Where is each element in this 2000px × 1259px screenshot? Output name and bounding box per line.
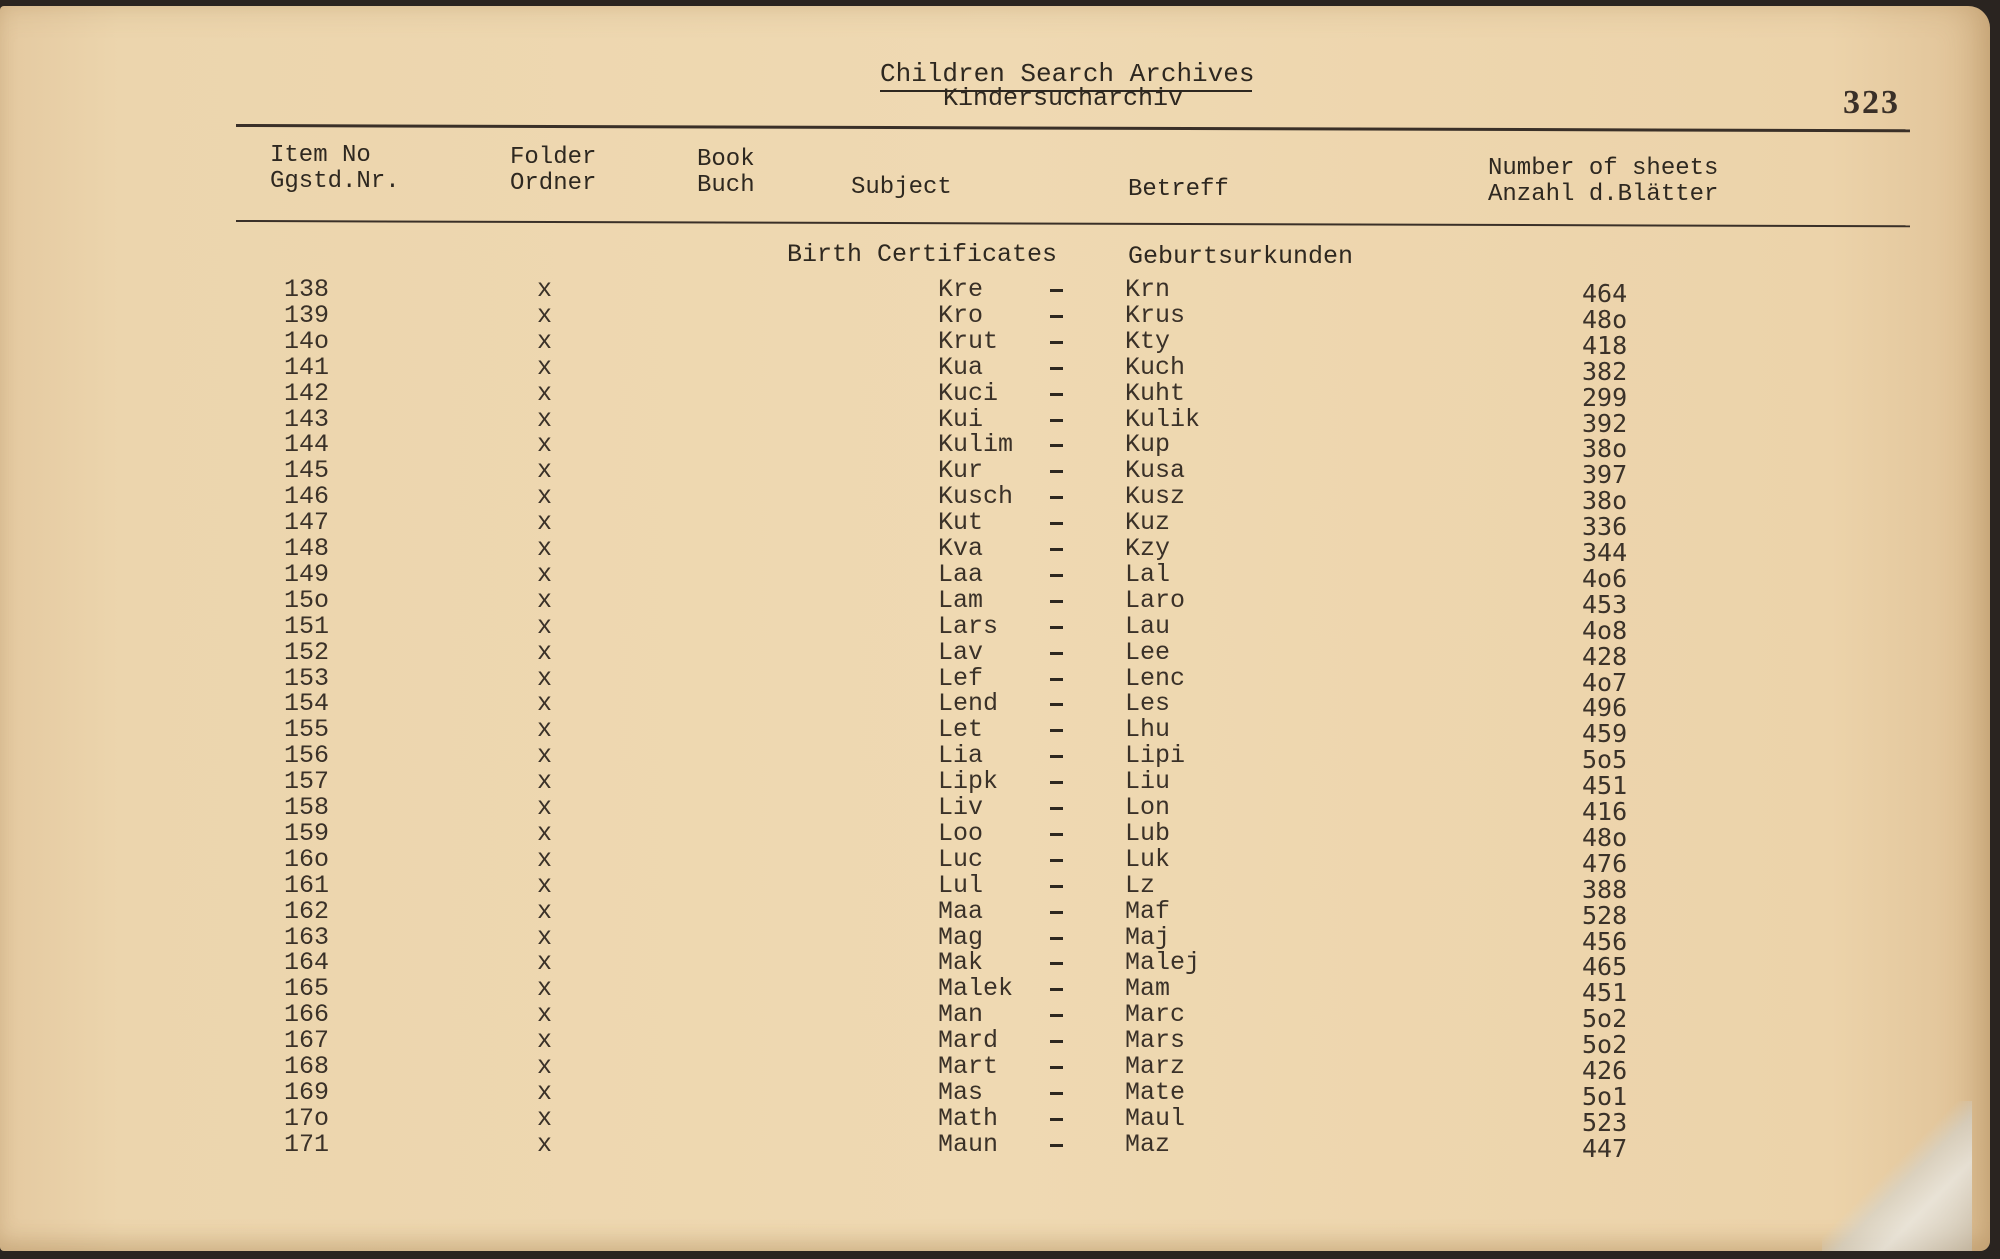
folder-cell: x: [537, 923, 553, 952]
sheets-cell: 447: [1582, 1134, 1628, 1163]
item-no-cell: 171: [284, 1130, 330, 1159]
sheets-cell: 459: [1582, 719, 1628, 748]
folder-cell: x: [537, 1026, 553, 1055]
item-no-cell: 153: [284, 664, 330, 693]
item-no-cell: 142: [284, 379, 330, 408]
sheets-cell: 416: [1582, 797, 1628, 826]
folder-cell: x: [537, 508, 553, 537]
table-row: [0, 897, 1990, 930]
item-no-cell: 156: [284, 741, 330, 770]
item-no-cell: 168: [284, 1052, 330, 1081]
table-row: [0, 948, 1990, 981]
item-no-cell: 138: [284, 275, 330, 304]
col-subject: Subject: [851, 174, 952, 201]
table-row: [0, 793, 1990, 826]
item-no-cell: 157: [284, 767, 330, 796]
item-no-cell: 147: [284, 508, 330, 537]
subject-from-cell: Mak: [938, 948, 984, 977]
range-dash: [1050, 807, 1063, 810]
subject-to-cell: Lenc: [1125, 664, 1186, 693]
folder-cell: x: [537, 1052, 553, 1081]
table-row: [0, 1104, 1990, 1137]
col-item-no-en: Item No: [270, 142, 371, 169]
folder-cell: x: [537, 664, 553, 693]
subject-to-cell: Mam: [1125, 974, 1171, 1003]
table-row: [0, 715, 1990, 748]
subject-to-cell: Kuht: [1125, 379, 1186, 408]
folder-cell: x: [537, 638, 553, 667]
range-dash: [1050, 1014, 1063, 1017]
table-row: [0, 638, 1990, 671]
col-folder-de: Ordner: [510, 170, 597, 197]
subject-from-cell: Liv: [938, 793, 984, 822]
folder-cell: x: [537, 275, 553, 304]
range-dash: [1050, 678, 1063, 681]
subject-to-cell: Lub: [1125, 819, 1171, 848]
sheets-cell: 523: [1582, 1108, 1628, 1137]
subject-from-cell: Kur: [938, 456, 984, 485]
subject-to-cell: Marz: [1125, 1052, 1186, 1081]
sheets-cell: 453: [1582, 590, 1628, 619]
folder-cell: x: [537, 301, 553, 330]
item-no-cell: 155: [284, 715, 330, 744]
item-no-cell: 16o: [284, 845, 330, 874]
range-dash: [1050, 1066, 1063, 1069]
sheets-cell: 48o: [1582, 305, 1628, 334]
sheets-cell: 299: [1582, 383, 1628, 412]
folder-cell: x: [537, 871, 553, 900]
subject-from-cell: Kre: [938, 275, 984, 304]
subject-to-cell: Maf: [1125, 897, 1171, 926]
subject-to-cell: Maj: [1125, 923, 1171, 952]
subject-from-cell: Kro: [938, 301, 984, 330]
folder-cell: x: [537, 793, 553, 822]
sheets-cell: 344: [1582, 538, 1628, 567]
range-dash: [1050, 548, 1063, 551]
subject-from-cell: Lav: [938, 638, 984, 667]
subject-to-cell: Kup: [1125, 430, 1171, 459]
sheets-cell: 465: [1582, 952, 1628, 981]
range-dash: [1050, 781, 1063, 784]
table-row: [0, 767, 1990, 800]
section-subject: Birth Certificates: [787, 240, 1058, 269]
subject-to-cell: Malej: [1125, 948, 1201, 977]
range-dash: [1050, 833, 1063, 836]
subject-from-cell: Lend: [938, 689, 999, 718]
sheets-cell: 4o6: [1582, 564, 1628, 593]
folder-cell: x: [537, 1000, 553, 1029]
sheets-cell: 496: [1582, 693, 1628, 722]
sheets-cell: 5o2: [1582, 1030, 1628, 1059]
sheets-cell: 456: [1582, 927, 1628, 956]
table-row: [0, 871, 1990, 904]
subject-to-cell: Lz: [1125, 871, 1156, 900]
sheets-cell: 451: [1582, 771, 1628, 800]
sheets-cell: 451: [1582, 978, 1628, 1007]
table-row: [0, 1000, 1990, 1033]
subject-from-cell: Kusch: [938, 482, 1014, 511]
item-no-cell: 158: [284, 793, 330, 822]
page-title: Children Search Archives: [880, 59, 1255, 89]
table-row: [0, 456, 1990, 489]
range-dash: [1050, 496, 1063, 499]
folder-cell: x: [537, 560, 553, 589]
subject-to-cell: Maz: [1125, 1130, 1171, 1159]
subject-to-cell: Kusz: [1125, 482, 1186, 511]
subject-from-cell: Mard: [938, 1026, 999, 1055]
header-top-rule: [236, 124, 1910, 132]
item-no-cell: 164: [284, 948, 330, 977]
range-dash: [1050, 626, 1063, 629]
folder-cell: x: [537, 715, 553, 744]
subject-to-cell: Krn: [1125, 275, 1171, 304]
subject-from-cell: Man: [938, 1000, 984, 1029]
table-row: [0, 1130, 1990, 1163]
folder-cell: x: [537, 974, 553, 1003]
range-dash: [1050, 859, 1063, 862]
sheets-cell: 388: [1582, 875, 1628, 904]
header-bottom-rule: [236, 220, 1910, 227]
range-dash: [1050, 755, 1063, 758]
table-row: [0, 353, 1990, 386]
subject-to-cell: Kulik: [1125, 405, 1201, 434]
sheets-cell: 428: [1582, 642, 1628, 671]
subject-from-cell: Lam: [938, 586, 984, 615]
table-row: [0, 275, 1990, 308]
item-no-cell: 163: [284, 923, 330, 952]
subject-to-cell: Lee: [1125, 638, 1171, 667]
subject-to-cell: Kuz: [1125, 508, 1171, 537]
folder-cell: x: [537, 353, 553, 382]
item-no-cell: 14o: [284, 327, 330, 356]
subject-from-cell: Kuci: [938, 379, 999, 408]
table-row: [0, 845, 1990, 878]
folder-cell: x: [537, 379, 553, 408]
sheets-cell: 397: [1582, 460, 1628, 489]
sheets-cell: 5o2: [1582, 1004, 1628, 1033]
item-no-cell: 167: [284, 1026, 330, 1055]
item-no-cell: 162: [284, 897, 330, 926]
subject-to-cell: Krus: [1125, 301, 1186, 330]
subject-from-cell: Lef: [938, 664, 984, 693]
range-dash: [1050, 341, 1063, 344]
range-dash: [1050, 444, 1063, 447]
item-no-cell: 154: [284, 689, 330, 718]
item-no-cell: 146: [284, 482, 330, 511]
subject-to-cell: Marc: [1125, 1000, 1186, 1029]
range-dash: [1050, 937, 1063, 940]
sheets-cell: 48o: [1582, 823, 1628, 852]
folder-cell: x: [537, 327, 553, 356]
sheets-cell: 4o7: [1582, 668, 1628, 697]
folder-cell: x: [537, 430, 553, 459]
col-betreff: Betreff: [1128, 176, 1229, 203]
table-row: [0, 741, 1990, 774]
subject-from-cell: Math: [938, 1104, 999, 1133]
table-row: [0, 586, 1990, 619]
subject-to-cell: Mate: [1125, 1078, 1186, 1107]
folder-cell: x: [537, 1078, 553, 1107]
subject-from-cell: Luc: [938, 845, 984, 874]
item-no-cell: 151: [284, 612, 330, 641]
sheets-cell: 476: [1582, 849, 1628, 878]
range-dash: [1050, 911, 1063, 914]
subject-to-cell: Lhu: [1125, 715, 1171, 744]
subject-from-cell: Loo: [938, 819, 984, 848]
table-row: [0, 1052, 1990, 1085]
folder-cell: x: [537, 534, 553, 563]
subject-from-cell: Krut: [938, 327, 999, 356]
sheets-cell: 426: [1582, 1056, 1628, 1085]
subject-from-cell: Malek: [938, 974, 1014, 1003]
item-no-cell: 17o: [284, 1104, 330, 1133]
folder-cell: x: [537, 612, 553, 641]
sheets-cell: 528: [1582, 901, 1628, 930]
item-no-cell: 166: [284, 1000, 330, 1029]
folder-cell: x: [537, 819, 553, 848]
folder-cell: x: [537, 845, 553, 874]
range-dash: [1050, 600, 1063, 603]
folder-cell: x: [537, 948, 553, 977]
table-row: [0, 689, 1990, 722]
item-no-cell: 165: [284, 974, 330, 1003]
range-dash: [1050, 652, 1063, 655]
item-no-cell: 152: [284, 638, 330, 667]
table-row: [0, 974, 1990, 1007]
sheets-cell: 418: [1582, 331, 1628, 360]
table-row: [0, 534, 1990, 567]
range-dash: [1050, 470, 1063, 473]
sheets-cell: 5o1: [1582, 1082, 1628, 1111]
range-dash: [1050, 1040, 1063, 1043]
range-dash: [1050, 729, 1063, 732]
table-row: [0, 482, 1990, 515]
range-dash: [1050, 962, 1063, 965]
sheets-cell: 38o: [1582, 486, 1628, 515]
range-dash: [1050, 367, 1063, 370]
subject-from-cell: Maun: [938, 1130, 999, 1159]
folder-cell: x: [537, 897, 553, 926]
subject-to-cell: Kzy: [1125, 534, 1171, 563]
folder-cell: x: [537, 741, 553, 770]
col-folder-en: Folder: [510, 144, 597, 171]
col-book-de: Buch: [697, 172, 755, 199]
subject-from-cell: Mart: [938, 1052, 999, 1081]
subject-from-cell: Kui: [938, 405, 984, 434]
subject-to-cell: Kusa: [1125, 456, 1186, 485]
subject-from-cell: Kut: [938, 508, 984, 537]
subject-from-cell: Kva: [938, 534, 984, 563]
item-no-cell: 161: [284, 871, 330, 900]
range-dash: [1050, 522, 1063, 525]
range-dash: [1050, 289, 1063, 292]
table-row: [0, 819, 1990, 852]
item-no-cell: 159: [284, 819, 330, 848]
subject-to-cell: Lau: [1125, 612, 1171, 641]
subject-from-cell: Maa: [938, 897, 984, 926]
subject-from-cell: Lia: [938, 741, 984, 770]
item-no-cell: 143: [284, 405, 330, 434]
item-no-cell: 169: [284, 1078, 330, 1107]
subject-to-cell: Luk: [1125, 845, 1171, 874]
item-no-cell: 149: [284, 560, 330, 589]
folder-cell: x: [537, 482, 553, 511]
subject-to-cell: Les: [1125, 689, 1171, 718]
subject-from-cell: Let: [938, 715, 984, 744]
table-row: [0, 612, 1990, 645]
subject-from-cell: Lul: [938, 871, 984, 900]
subject-from-cell: Lars: [938, 612, 999, 641]
item-no-cell: 141: [284, 353, 330, 382]
range-dash: [1050, 393, 1063, 396]
table-row: [0, 301, 1990, 334]
subject-to-cell: Mars: [1125, 1026, 1186, 1055]
subject-from-cell: Mas: [938, 1078, 984, 1107]
subject-to-cell: Maul: [1125, 1104, 1186, 1133]
subject-from-cell: Mag: [938, 923, 984, 952]
subject-from-cell: Lipk: [938, 767, 999, 796]
subject-to-cell: Kuch: [1125, 353, 1186, 382]
section-betreff: Geburtsurkunden: [1128, 242, 1354, 271]
page-subtitle: Kindersucharchiv: [943, 84, 1184, 113]
archive-page: [0, 6, 1990, 1251]
folder-cell: x: [537, 1104, 553, 1133]
table-row: [0, 508, 1990, 541]
col-sheets-en: Number of sheets: [1488, 155, 1719, 182]
range-dash: [1050, 885, 1063, 888]
subject-from-cell: Kulim: [938, 430, 1014, 459]
range-dash: [1050, 988, 1063, 991]
folder-cell: x: [537, 1130, 553, 1159]
table-row: [0, 1026, 1990, 1059]
folder-cell: x: [537, 456, 553, 485]
table-row: [0, 379, 1990, 412]
col-sheets-de: Anzahl d.Blätter: [1488, 181, 1719, 208]
sheets-cell: 336: [1582, 512, 1628, 541]
subject-to-cell: Liu: [1125, 767, 1171, 796]
range-dash: [1050, 1118, 1063, 1121]
range-dash: [1050, 419, 1063, 422]
subject-to-cell: Lal: [1125, 560, 1171, 589]
col-book-en: Book: [697, 146, 755, 173]
table-row: [0, 560, 1990, 593]
table-row: [0, 430, 1990, 463]
table-row: [0, 327, 1990, 360]
range-dash: [1050, 1092, 1063, 1095]
range-dash: [1050, 315, 1063, 318]
range-dash: [1050, 703, 1063, 706]
subject-to-cell: Kty: [1125, 327, 1171, 356]
sheets-cell: 38o: [1582, 434, 1628, 463]
folder-cell: x: [537, 689, 553, 718]
folder-cell: x: [537, 767, 553, 796]
item-no-cell: 139: [284, 301, 330, 330]
folder-cell: x: [537, 586, 553, 615]
item-no-cell: 15o: [284, 586, 330, 615]
sheets-cell: 382: [1582, 357, 1628, 386]
table-row: [0, 1078, 1990, 1111]
item-no-cell: 144: [284, 430, 330, 459]
col-item-no-de: Ggstd.Nr.: [270, 168, 400, 195]
subject-to-cell: Lipi: [1125, 741, 1186, 770]
folder-cell: x: [537, 405, 553, 434]
subject-to-cell: Laro: [1125, 586, 1186, 615]
item-no-cell: 148: [284, 534, 330, 563]
item-no-cell: 145: [284, 456, 330, 485]
sheets-cell: 4o8: [1582, 616, 1628, 645]
range-dash: [1050, 574, 1063, 577]
subject-to-cell: Lon: [1125, 793, 1171, 822]
sheets-cell: 5o5: [1582, 745, 1628, 774]
subject-from-cell: Laa: [938, 560, 984, 589]
page-clip: [1822, 1101, 1972, 1251]
sheets-cell: 464: [1582, 279, 1628, 308]
range-dash: [1050, 1144, 1063, 1147]
page-number: 323: [1843, 84, 1900, 121]
subject-from-cell: Kua: [938, 353, 984, 382]
sheets-cell: 392: [1582, 409, 1628, 438]
